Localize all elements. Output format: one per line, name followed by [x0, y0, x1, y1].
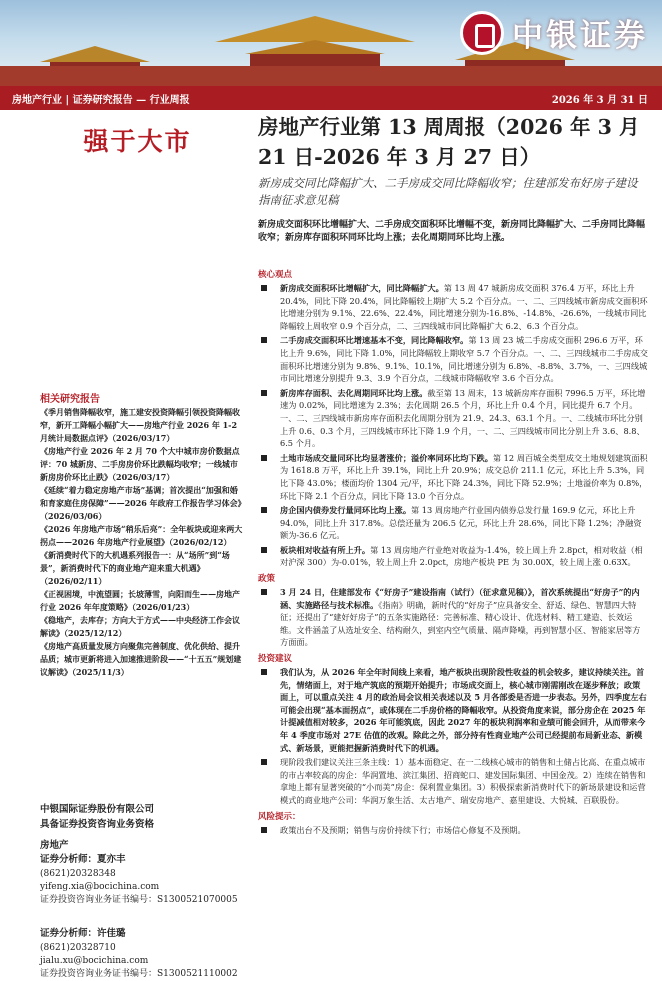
analyst-cert: 证券投资咨询业务证书编号：S1300521070005	[40, 895, 238, 905]
banner-wall	[0, 66, 662, 86]
analyst-email[interactable]: yifeng.xia@bocichina.com	[40, 882, 160, 892]
nav-strip	[0, 86, 662, 110]
related-reports-list	[40, 406, 244, 679]
policy-point	[258, 586, 648, 649]
core-section	[258, 265, 648, 838]
analyst-card	[40, 927, 244, 981]
banner-roof-left	[40, 46, 150, 62]
core-point	[258, 282, 648, 332]
analyst-phone: (8621)20328348	[40, 869, 116, 879]
risk-text: 政策出台不及预期；销售与房价持续下行；市场信心修复不及预期。	[280, 824, 526, 835]
invest-heading: 投资建议	[258, 654, 293, 665]
policy-text: 《指南》明确，新时代的“好房子”应具备安全、舒适、绿色、智慧四大特征；还提出了“建好好房子”的五条实施路径：完善标准、精心设计、优选材料、精工建造、长效运维。文件涵盖了从选址安全、结构耐久，到室内空气质量、隔声降噪，再到智慧小区、智能家居等方方面面。	[280, 599, 641, 648]
analyst-card	[40, 853, 244, 907]
policy-heading: 政策	[258, 574, 276, 585]
core-point-lead: 二手房成交面积环比增速基本不变，同比降幅收窄。	[280, 335, 469, 346]
analyst-phone: (8621)20328710	[40, 943, 116, 953]
related-report-item[interactable]: 《2026 年房地产市场“稍乐后亮”：全年板块或迎来两大拐点——2026 年房地产行业展望》（2026/02/12）	[40, 524, 243, 547]
company-info	[40, 802, 244, 853]
recommend-point	[258, 756, 648, 806]
report-title: 房地产行业第 13 周周报（2026 年 3 月 21 日-2026 年 3 月 27 日）	[258, 115, 640, 169]
related-report-item[interactable]: 《房地产行业 2026 年 2 月 70 个大中城市房价数据点评：70 城新房、二手房房价环比跌幅均收窄；一线城市新房房价环比止跌》（2026/03/17）	[40, 446, 240, 482]
report-date: 2026 年 3 月 31 日	[551, 94, 648, 106]
core-point	[258, 544, 648, 569]
invest-point	[258, 666, 648, 754]
main-content	[258, 112, 648, 835]
core-point	[258, 504, 648, 542]
sidebar	[40, 112, 245, 979]
analyst-cert: 证券投资咨询业务证书编号：S1300521110002	[40, 969, 238, 979]
banner-roof-lower	[245, 40, 385, 54]
analyst-email[interactable]: jialu.xu@bocichina.com	[40, 956, 149, 966]
related-report-item[interactable]: 《季月销售降幅收窄，施工建安投资降幅引领投资降幅收窄，新开工降幅小幅扩大——房地产行业 2026 年 1-2 月统计局数据点评》（2026/03/17）	[40, 407, 240, 443]
analyst-name: 证券分析师：许佳璐	[40, 928, 126, 939]
related-report-item[interactable]: 《房地产高质量发展方向聚焦完善制度、优化供给、提升品质；城市更新将进入加速推进阶段——“十五五”规划建议解读》（2025/11/3）	[40, 641, 242, 677]
risk-point	[258, 824, 648, 837]
risk-heading: 风险提示：	[258, 811, 301, 822]
lead-summary: 新房成交面积环比增幅扩大、二手房成交面积环比增幅不变，新房同比降幅扩大、二手房同比降幅收窄；新房库存面积环同环比均上涨；去化周期同环比均上涨。	[258, 220, 646, 243]
related-reports-heading: 相关研究报告	[40, 394, 100, 405]
core-point-text: 第 12 周百城全类型成交土地规划建筑面积为 1618.8 万平，环比上升 39.1%，同比上升 20.9%；成交总价 211.1 亿元，环比上升 5.3%，同比下降 43.0%；楼面均价 1304 元/平，环比下降 24.3%，同比下降 52.9%；土地溢价率为 0.8%，环比下降 2.1 个百分点，同比下降 13.0 个百分点。	[280, 452, 648, 501]
core-point	[258, 387, 648, 450]
core-point-lead: 土地市场成交量同环比均显著涨价；溢价率同环比均下跌。	[280, 452, 493, 463]
related-report-item[interactable]: 《延续“着力稳定房地产市场”基调；首次提出“加强和婚和育家庭住房保障”——2026 年政府工作报告学习体会》（2026/03/06）	[40, 485, 242, 521]
core-point	[258, 334, 648, 384]
related-report-item[interactable]: 《稳地产，去库存；方向大于方式——中央经济工作会议解读》（2025/12/12）	[40, 615, 240, 638]
core-point	[258, 452, 648, 502]
company-qualification: 具备证券投资咨询业务资格	[40, 819, 155, 830]
banner-roof-main	[215, 16, 415, 42]
invest-text: 我们认为，从 2026 年全年时间线上来看，地产板块出现阶段性收益的机会较多，建议持续关注。首先，情绪面上，对于地产筑底的预期开始提升；市场成交面上，核心城市刚需刚改在逐步释放；政策面上，可以重点关注 4 月的政治局会议相关表述以及 5 月各部委是否进一步表态。另外，四季度左右可能会出现“基本面拐点”，或体现在二手房价格的降幅收窄。从投资角度来说，部分房企在 2025 年计提减值相对较多，2026 年可能筑底，因此 2027 年的板块利润率和业绩可能会回升，从而带来今年 4 季度市场对 27E 估值的改观。除此之外，部分持有性商业地产公司已经提前布局新业态、新模式、新场景，更能把握新消费时代下的机遇。	[280, 667, 647, 753]
core-point-text: 第 13 周房地产行业绝对收益为-1.4%，较上周上升 2.8pct，相对收益（相对沪深 300）为-0.01%，较上周上升 2.0pct，房地产板块 PE 为 30.00X，较上周上涨 0.63X。	[280, 544, 643, 568]
related-report-item[interactable]: 《新消费时代下的大机遇系列报告一：从“场所”到“场景”，新消费时代下的商业地产迎来重大机遇》（2026/02/11）	[40, 550, 230, 586]
core-point-text: 第 13 周 23 城二手房成交面积 296.6 万平，环比上升 9.6%，同比下降 1.0%，同比降幅较上期收窄 5.7 个百分点。一、二、三四线城市二手房成交面积环比增速分别为 9.8%、9.1%、10.1%，同比增速分别为 6.8%、-8.8%、3.7%，一、三四线城市同比增速分别提升 9.3、3.9 个百分点，二线城市降幅收窄 3.6 个百分点。	[280, 335, 648, 384]
related-report-item[interactable]: 《正视困境，中流望圆；长坡薄雪，向阳而生——房地产行业 2026 年年度策略》（2026/01/23）	[40, 589, 240, 612]
recommend-text: 现阶段我们建议关注三条主线：1）基本面稳定、在一二线核心城市的销售和土储占比高、在重点城市的市占率较高的房企：华润置地、滨江集团、招商蛇口、建发国际集团、中国金茂。2）连续在销售和拿地上都有显著突破的“小而美”房企：保利置业集团。3）积极探索新消费时代下的新场景建设和运营模式的商业地产公司：华润万象生活、太古地产、瑞安房地产、嘉里建设、大悦城、百联股份。	[280, 757, 646, 805]
company-name: 中银国际证券股份有限公司	[40, 804, 155, 815]
report-subtitle: 新房成交同比降幅扩大、二手房成交同比降幅收窄；住建部发布好房子建设指南征求意见稿	[258, 176, 638, 207]
core-point-text: 截至第 13 周末，13 城新房库存面积 7996.5 万平，环比增速为 0.02%，同比增速为 2.3%；去化周期 26.5 个月，环比上升 0.4 个月，同比提升 6.7 个月。一、二、三四线城市新房库存面积去化周期分别为 21.9、24.3、63.1 个月。一、二线城市环比分别上升 0.6、0.3 个月，三四线城市环比下降 1.9 个月，一、二、三四线城市同比分别上升 3.6、8.8、6.5 个月。	[280, 387, 646, 449]
sector-name: 房地产	[40, 840, 69, 851]
rating-slogan: 强于大市	[83, 127, 192, 156]
policy-lead: 3 月 24 日，住建部发布《“好房子”建设指南（试行）（征求意见稿）》，首次系统提出“好房子”的内涵、实施路径与技术标准。	[280, 587, 640, 610]
brand-logo	[460, 10, 648, 55]
report-category: 房地产行业 | 证券研究报告 — 行业周报	[12, 94, 190, 106]
core-point-lead: 房企国内债券发行量同环比均上涨。	[280, 505, 412, 516]
core-point-lead: 板块相对收益有所上升。	[280, 544, 371, 555]
core-point-lead: 新房成交面积环比增幅扩大，同比降幅扩大。	[280, 283, 444, 293]
analyst-name: 证券分析师：夏亦丰	[40, 854, 126, 865]
core-point-lead: 新房库存面积、去化周期同环比均上涨。	[280, 387, 428, 398]
core-point-text: 第 13 周 47 城新房成交面积 376.4 万平，环比上升 20.4%，同比下降 20.4%，同比降幅较上期扩大 5.2 个百分点。一、二、三四线城市新房成交面积环比增速分别为 9.1%、22.6%、22.4%，同比增速分别为-16.8%、-14.8%、-26.6%，一线城市同比降幅较上周收窄 0.9 个百分点，二、三四线城市同比降幅扩大 6.2、6.3 个百分点。	[280, 283, 648, 331]
brand-name: 中银证券	[512, 18, 648, 54]
bank-logo-icon	[460, 11, 504, 55]
core-heading: 核心观点	[258, 270, 293, 280]
core-point-text: 第 13 周房地产行业国内债券总发行量 169.9 亿元，环比上升 94.0%，同比上升 317.8%。总偿还量为 206.5 亿元，环比上升 28.6%，同比下降 1.2%；净融资额为-36.6 亿元。	[280, 505, 642, 541]
header-banner	[0, 0, 662, 86]
